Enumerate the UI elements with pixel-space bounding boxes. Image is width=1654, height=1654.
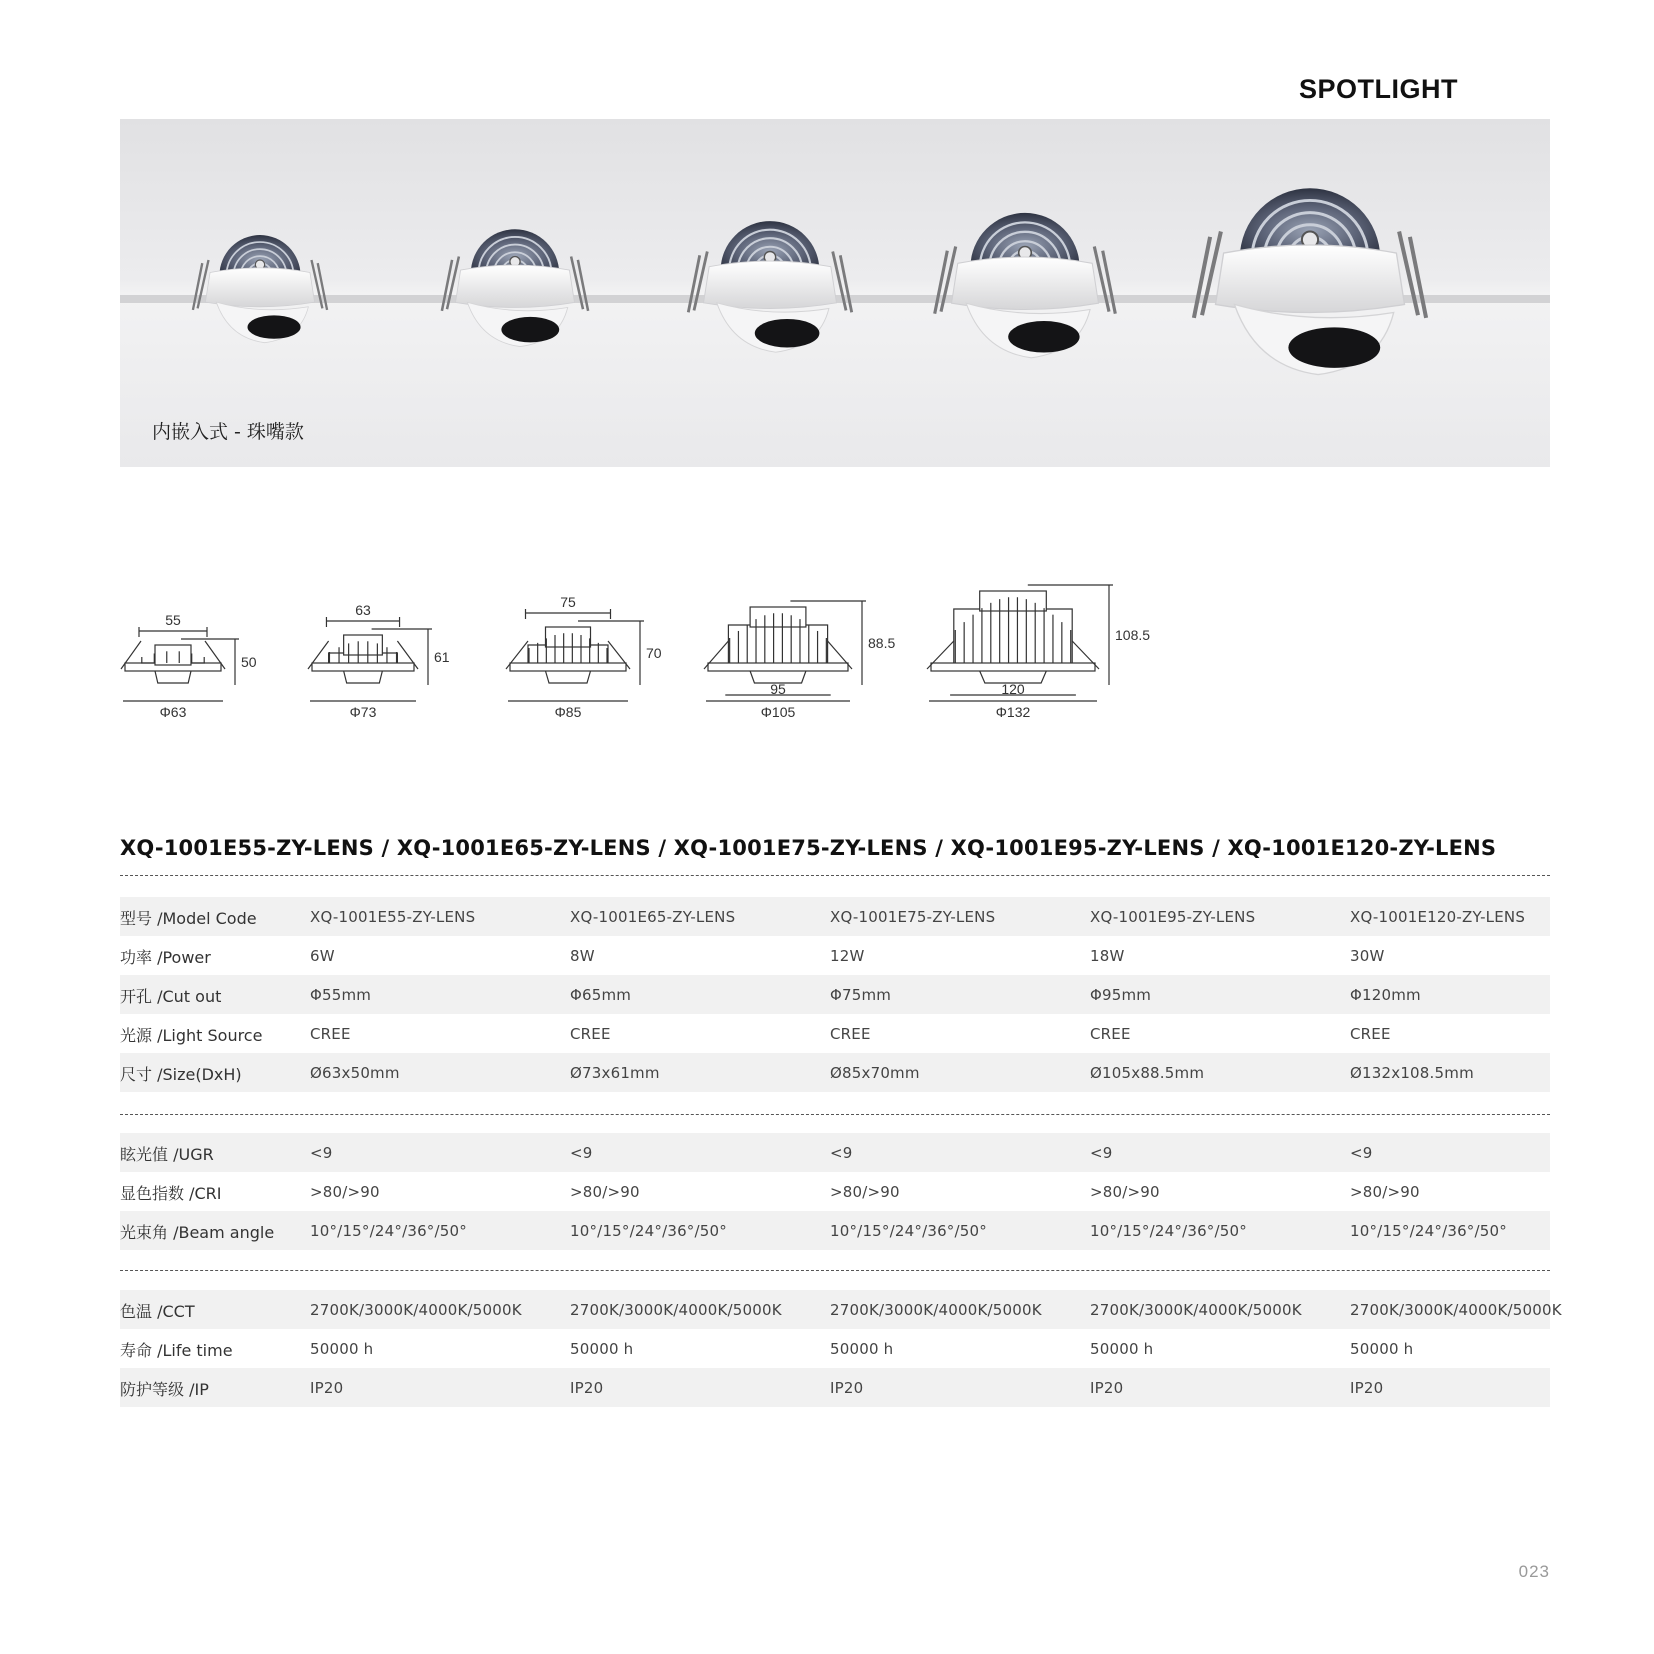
spec-row	[120, 1172, 1550, 1211]
spec-value: Ø85x70mm	[830, 1064, 920, 1082]
dimension-label: 55	[165, 612, 181, 628]
product-photo-illustration	[120, 119, 1550, 467]
spec-row	[120, 1329, 1550, 1368]
spec-value: 10°/15°/24°/36°/50°	[310, 1222, 467, 1240]
spec-value: 10°/15°/24°/36°/50°	[1350, 1222, 1507, 1240]
spec-value: 18W	[1090, 947, 1125, 965]
dimension-drawing	[308, 617, 432, 701]
dimension-label: Φ63	[159, 704, 187, 720]
spec-value: IP20	[1350, 1379, 1384, 1397]
dimension-label: 88.5	[868, 635, 896, 651]
spec-value: 50000 h	[1350, 1340, 1414, 1358]
spotlight-photo	[935, 213, 1116, 358]
section-divider	[120, 1114, 1550, 1115]
spec-value: Ø73x61mm	[570, 1064, 660, 1082]
spec-row	[120, 936, 1550, 975]
spec-value: IP20	[310, 1379, 344, 1397]
spec-value: Φ75mm	[830, 986, 892, 1004]
spec-row	[120, 1211, 1550, 1250]
spec-value: 50000 h	[570, 1340, 634, 1358]
spec-value: >80/>90	[570, 1183, 640, 1201]
dimension-drawings-svg	[118, 555, 1198, 725]
spec-value: 10°/15°/24°/36°/50°	[1090, 1222, 1247, 1240]
spec-label: 色温 /CCT	[120, 1302, 195, 1321]
spec-label: 防护等级 /IP	[120, 1380, 209, 1399]
spec-table-lifetime	[120, 1290, 1562, 1407]
spec-row	[120, 975, 1550, 1014]
page-number: 023	[1518, 1562, 1550, 1581]
dimension-label: Φ105	[760, 704, 796, 720]
spec-value: >80/>90	[1090, 1183, 1160, 1201]
dimension-label: Φ85	[554, 704, 582, 720]
spec-value: XQ-1001E55-ZY-LENS	[310, 908, 476, 926]
spec-value: >80/>90	[1350, 1183, 1420, 1201]
spec-value: CREE	[1090, 1025, 1131, 1043]
spec-value: XQ-1001E120-ZY-LENS	[1350, 908, 1526, 926]
page-title: SPOTLIGHT	[1299, 74, 1458, 104]
spec-table-optical	[120, 1133, 1550, 1250]
spec-value: Φ55mm	[310, 986, 372, 1004]
spec-label: 功率 /Power	[120, 948, 211, 967]
spec-row	[120, 1014, 1550, 1053]
spec-value: <9	[1090, 1144, 1113, 1162]
spec-value: XQ-1001E95-ZY-LENS	[1090, 908, 1256, 926]
spec-label: 型号 /Model Code	[120, 909, 257, 928]
spec-label: 显色指数 /CRI	[120, 1184, 222, 1203]
spec-value: 12W	[830, 947, 865, 965]
spec-row	[120, 1133, 1550, 1172]
dimension-label: 63	[355, 602, 371, 618]
dimension-label: 95	[770, 681, 786, 697]
spotlight-photo	[1194, 188, 1426, 374]
spec-value: IP20	[830, 1379, 864, 1397]
spec-value: 8W	[570, 947, 595, 965]
spec-value: Ø63x50mm	[310, 1064, 400, 1082]
product-photo-banner	[120, 119, 1550, 467]
dimension-label: 108.5	[1115, 627, 1151, 643]
section-divider	[120, 875, 1550, 876]
spec-row	[120, 897, 1550, 936]
spec-value: >80/>90	[830, 1183, 900, 1201]
model-list-heading: XQ-1001E55-ZY-LENS / XQ-1001E65-ZY-LENS / XQ-1001E75-ZY-LENS / XQ-1001E95-ZY-LENS / XQ-1001E120-ZY-LENS	[120, 836, 1497, 860]
spec-value: CREE	[830, 1025, 871, 1043]
dimension-label: 50	[241, 654, 257, 670]
spec-value: 50000 h	[310, 1340, 374, 1358]
spec-value: 2700K/3000K/4000K/5000K	[1090, 1301, 1302, 1319]
spec-value: XQ-1001E75-ZY-LENS	[830, 908, 996, 926]
spec-value: IP20	[1090, 1379, 1124, 1397]
spec-label: 眩光值 /UGR	[120, 1145, 214, 1164]
spec-value: Φ95mm	[1090, 986, 1152, 1004]
spec-value: 2700K/3000K/4000K/5000K	[830, 1301, 1042, 1319]
spec-value: 50000 h	[1090, 1340, 1154, 1358]
spec-value: XQ-1001E65-ZY-LENS	[570, 908, 736, 926]
dimension-drawings	[118, 555, 1198, 725]
spotlight-photo	[688, 221, 851, 352]
spotlight-photo	[442, 229, 588, 346]
spec-value: 6W	[310, 947, 335, 965]
spec-value: 50000 h	[830, 1340, 894, 1358]
spec-table-general	[120, 897, 1550, 1092]
product-photo-caption: 内嵌入式 - 珠嘴款	[152, 421, 304, 443]
spec-value: 2700K/3000K/4000K/5000K	[1350, 1301, 1562, 1319]
section-divider	[120, 1270, 1550, 1271]
spec-value: CREE	[1350, 1025, 1391, 1043]
spec-value: <9	[1350, 1144, 1373, 1162]
dimension-label: 75	[560, 594, 576, 610]
spec-value: <9	[570, 1144, 593, 1162]
spec-value: IP20	[570, 1379, 604, 1397]
dimension-label: Φ132	[995, 704, 1031, 720]
spec-value: 10°/15°/24°/36°/50°	[830, 1222, 987, 1240]
dimension-drawing	[121, 627, 239, 701]
spec-row	[120, 1368, 1550, 1407]
spec-row	[120, 1290, 1562, 1329]
spec-label: 光源 /Light Source	[120, 1026, 263, 1045]
spec-value: Ø105x88.5mm	[1090, 1064, 1205, 1082]
spec-value: 10°/15°/24°/36°/50°	[570, 1222, 727, 1240]
dimension-label: Φ73	[349, 704, 377, 720]
spec-value: 30W	[1350, 947, 1385, 965]
dimension-label: 120	[1001, 681, 1025, 697]
spec-value: Φ65mm	[570, 986, 632, 1004]
spec-label: 光束角 /Beam angle	[120, 1223, 275, 1242]
spec-value: <9	[310, 1144, 333, 1162]
spec-label: 开孔 /Cut out	[120, 987, 222, 1006]
spec-value: Ø132x108.5mm	[1350, 1064, 1474, 1082]
spec-label: 尺寸 /Size(DxH)	[120, 1065, 242, 1084]
spec-value: <9	[830, 1144, 853, 1162]
spec-value: CREE	[570, 1025, 611, 1043]
spec-value: >80/>90	[310, 1183, 380, 1201]
spec-label: 寿命 /Life time	[120, 1341, 233, 1360]
spec-value: Φ120mm	[1350, 986, 1421, 1004]
spec-value: 2700K/3000K/4000K/5000K	[570, 1301, 782, 1319]
spec-value: CREE	[310, 1025, 351, 1043]
dimension-label: 70	[646, 645, 662, 661]
dimension-label: 61	[434, 649, 450, 665]
spec-row	[120, 1053, 1550, 1092]
dimension-drawing	[506, 609, 644, 701]
spotlight-photo	[193, 235, 327, 343]
spec-value: 2700K/3000K/4000K/5000K	[310, 1301, 522, 1319]
